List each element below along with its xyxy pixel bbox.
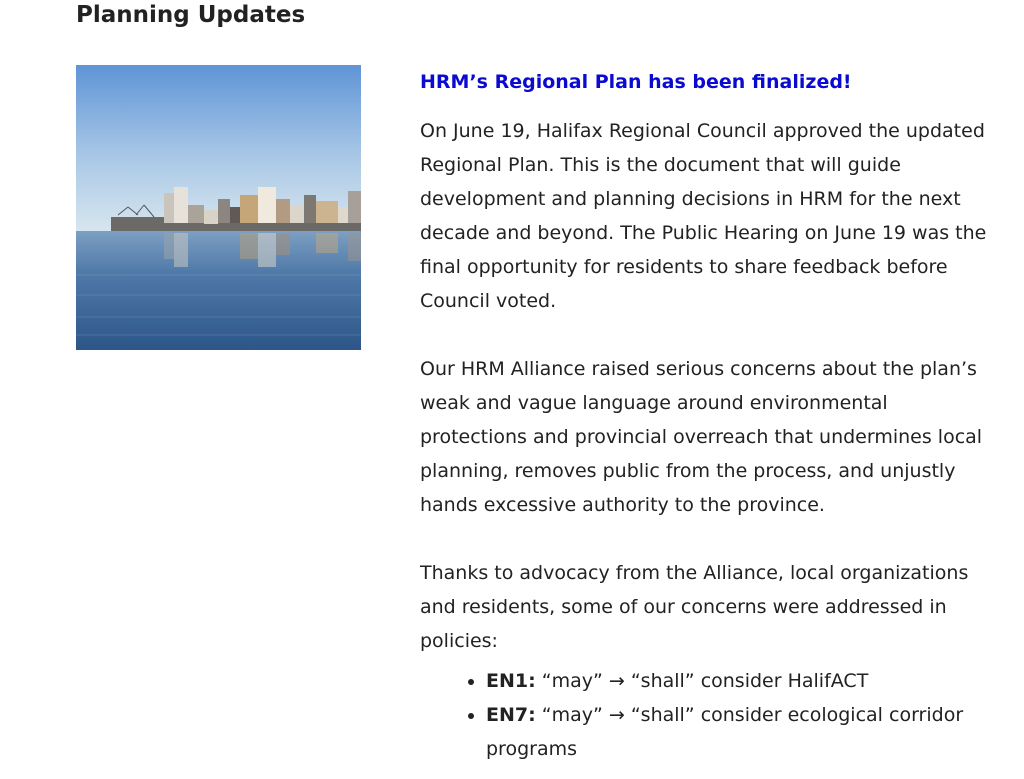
article-body	[420, 66, 1000, 766]
policy-list	[420, 664, 1000, 766]
article-paragraph: Thanks to advocacy from the Alliance, local organizations and residents, some of our concerns were addressed in policies:	[420, 562, 969, 652]
article-image[interactable]	[76, 65, 361, 350]
policy-code: EN7:	[486, 704, 536, 726]
policy-text: “may” → “shall” consider HalifACT	[535, 670, 869, 692]
section-heading: Planning Updates	[76, 2, 306, 28]
policy-text: “may” → “shall” consider ecological corridor programs	[486, 704, 964, 760]
policy-code: EN1:	[486, 670, 536, 692]
article-title-link[interactable]: HRM’s Regional Plan has been finalized!	[420, 71, 852, 93]
article-paragraph: Our HRM Alliance raised serious concerns about the plan’s weak and vague language around environmental protections and provincial overreach that undermines local planning, removes public from the process, and unjustly hands excessive authority to the province.	[420, 358, 983, 516]
article-paragraph: On June 19, Halifax Regional Council approved the updated Regional Plan. This is the document that will guide development and planning decisions in HRM for the next decade and beyond. The Public Hearing on June 19 was the final opportunity for residents to share feedback before Council voted.	[420, 120, 987, 312]
list-item	[486, 698, 1000, 766]
list-item	[486, 664, 1000, 698]
